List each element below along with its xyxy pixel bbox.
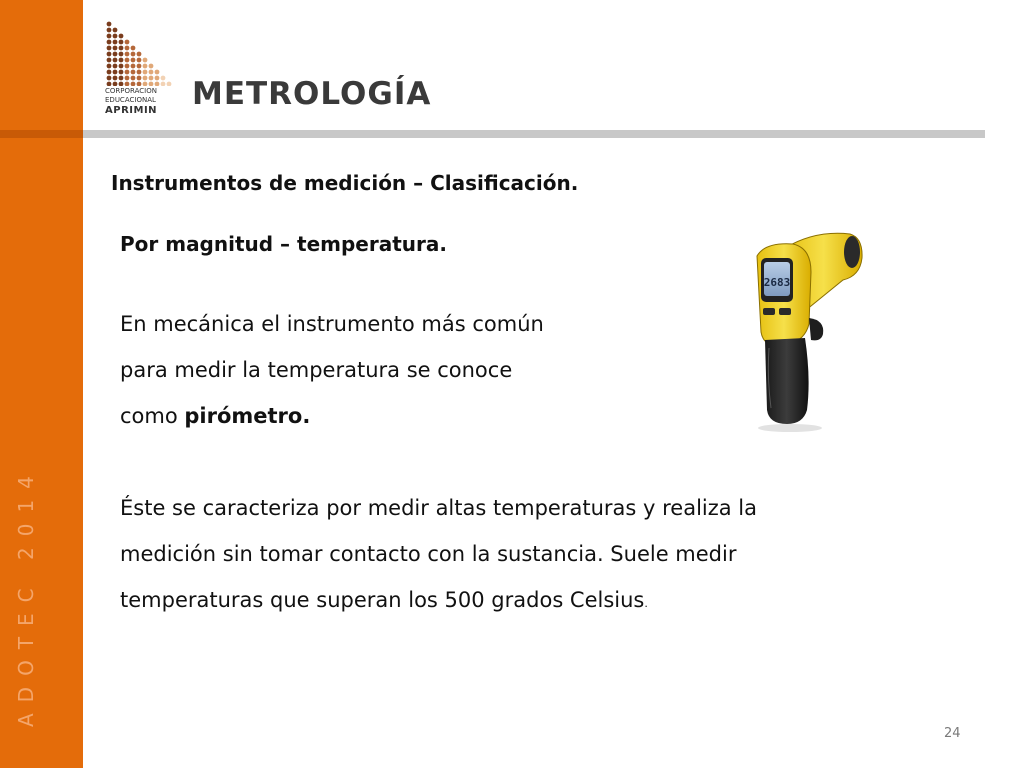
logo-dot: [131, 76, 136, 81]
logo-dot: [125, 76, 130, 81]
paragraph1-line3-prefix: como: [120, 404, 185, 428]
logo-dot: [107, 22, 112, 27]
logo-dot: [143, 70, 148, 75]
logo-dot: [119, 58, 124, 63]
logo-dot: [113, 46, 118, 51]
logo-dot: [131, 46, 136, 51]
logo-dot: [143, 58, 148, 63]
logo-dot: [137, 64, 142, 69]
logo-dot: [149, 64, 154, 69]
logo-dot: [149, 76, 154, 81]
logo-dot: [113, 76, 118, 81]
logo-dot: [113, 40, 118, 45]
logo-dot: [107, 70, 112, 75]
logo-dot: [119, 64, 124, 69]
logo-dot: [113, 82, 118, 86]
logo-text-line3: APRIMIN: [105, 105, 158, 116]
pyrometer-reading: 2683: [763, 276, 791, 289]
logo-dot: [161, 82, 166, 86]
paragraph1-line1: En mecánica el instrumento más común: [120, 312, 544, 336]
logo-dot: [149, 70, 154, 75]
logo-dot: [107, 82, 112, 86]
logo-dot: [155, 70, 160, 75]
logo-text-line1: CORPORACION: [105, 87, 157, 95]
logo-dot: [131, 70, 136, 75]
logo-dot: [167, 82, 172, 86]
logo-dot: [113, 58, 118, 63]
logo-dot: [131, 64, 136, 69]
header-rule: [83, 130, 985, 138]
logo-dot: [149, 82, 154, 86]
paragraph2-line1: Éste se caracteriza por medir altas temperaturas y realiza la: [120, 496, 758, 520]
logo-dot: [107, 64, 112, 69]
brand-title: METROLOGÍA: [192, 76, 432, 112]
logo-dot: [143, 64, 148, 69]
logo-dot: [119, 46, 124, 51]
side-bar: [0, 0, 83, 768]
logo-dot: [137, 58, 142, 63]
paragraph2-line3-text: temperaturas que superan los 500 grados Celsius: [120, 588, 645, 612]
pyrometer-image: [745, 228, 870, 433]
paragraph2-line2: medición sin tomar contacto con la sustancia. Suele medir: [120, 542, 737, 566]
logo-dot: [119, 52, 124, 57]
logo-dot: [125, 70, 130, 75]
slide-subtitle: Por magnitud – temperatura.: [120, 232, 447, 256]
logo-dots-icon: [105, 20, 177, 86]
logo-dot: [107, 76, 112, 81]
logo-dot: [155, 76, 160, 81]
logo-dot: [119, 76, 124, 81]
logo-dot: [107, 52, 112, 57]
logo-dot: [107, 34, 112, 39]
logo-dot: [113, 28, 118, 33]
logo-dot: [119, 34, 124, 39]
logo-dot: [107, 58, 112, 63]
slide-title: Instrumentos de medición – Clasificación.: [111, 171, 579, 195]
logo-dot: [119, 70, 124, 75]
logo-dot: [161, 76, 166, 81]
logo-dot: [119, 40, 124, 45]
infrared-thermometer-icon: [745, 228, 870, 433]
logo-dot: [107, 28, 112, 33]
page-number: 24: [944, 726, 961, 741]
logo-dot: [137, 76, 142, 81]
logo-dot: [125, 58, 130, 63]
logo-dot: [137, 82, 142, 86]
logo-dot: [143, 76, 148, 81]
logo-dot: [137, 52, 142, 57]
side-vertical-text: ADOTEC 2014: [14, 465, 38, 727]
logo-dot: [107, 46, 112, 51]
logo-dot: [125, 64, 130, 69]
logo-dot: [113, 64, 118, 69]
logo-dot: [113, 52, 118, 57]
logo-dot: [113, 34, 118, 39]
logo-dot: [119, 82, 124, 86]
logo-dot: [125, 46, 130, 51]
logo-dot: [131, 82, 136, 86]
side-bar-notch: [0, 130, 83, 138]
paragraph1-line3: [120, 404, 310, 428]
paragraph2-line3: [120, 588, 648, 612]
logo-dot: [107, 40, 112, 45]
paragraph2-line3-period: .: [644, 597, 648, 610]
logo-dot: [113, 70, 118, 75]
term-pyrometer: pirómetro.: [184, 404, 311, 428]
paragraph1-line2: para medir la temperatura se conoce: [120, 358, 513, 382]
logo-dot: [131, 58, 136, 63]
logo-dot: [137, 70, 142, 75]
logo-dot: [143, 82, 148, 86]
logo-text-line2: EDUCACIONAL: [105, 96, 156, 104]
corporation-logo: [105, 20, 177, 120]
logo-dot: [125, 52, 130, 57]
logo-dot: [155, 82, 160, 86]
logo-dot: [125, 82, 130, 86]
logo-dot: [131, 52, 136, 57]
logo-dot: [125, 40, 130, 45]
